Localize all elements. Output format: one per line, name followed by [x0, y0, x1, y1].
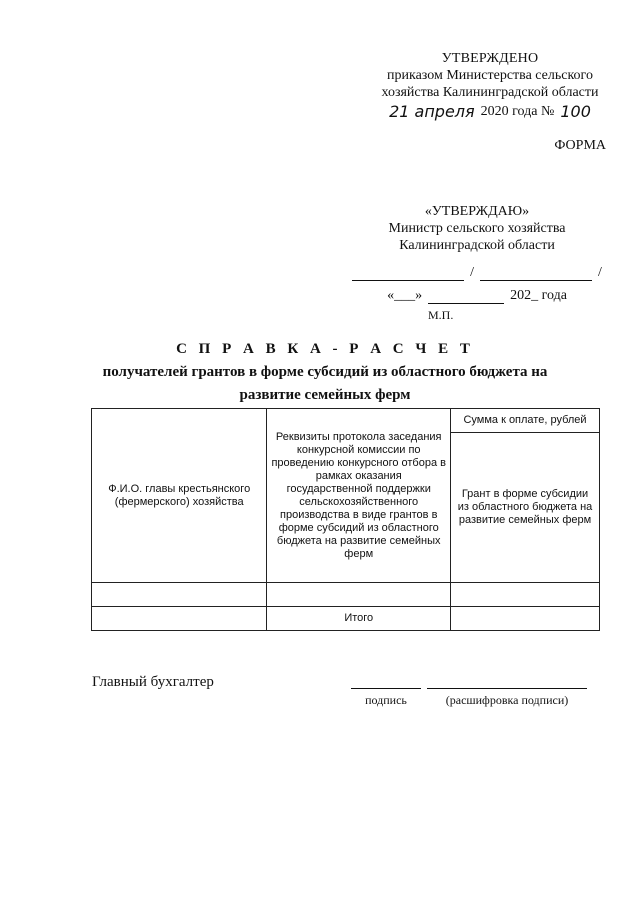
table-total-row: [92, 607, 600, 631]
total-amount-cell: [451, 607, 600, 631]
accountant-name-blank: [427, 680, 587, 689]
header-grant-amount: Грант в форме субсидии из областного бюджета на развитие семейных ферм: [451, 433, 600, 583]
approve-date-line: [352, 287, 602, 304]
cell-protocol: [267, 583, 451, 607]
caption-decode: (расшифровка подписи): [445, 693, 569, 707]
header-amount-group: Сумма к оплате, рублей: [451, 409, 600, 433]
document-title: С П Р А В К А - Р А С Ч Е Т: [176, 341, 474, 357]
header-full-name: Ф.И.О. главы крестьянского (фермерского) хозяйства: [92, 409, 267, 583]
chief-accountant-label: Главный бухгалтер: [92, 674, 214, 690]
grant-calculation-table: [91, 408, 600, 631]
approved-line1: приказом Министерства сельского: [387, 68, 593, 83]
cell-full-name: [92, 583, 267, 607]
approve-line1: Министр сельского хозяйства: [388, 221, 566, 236]
document-subtitle-line1: получателей грантов в форме субсидий из областного бюджета на: [102, 364, 548, 380]
signature-lines: [351, 680, 591, 689]
approved-order-line: [360, 103, 620, 120]
accountant-signature-blank: [351, 680, 421, 689]
stamp-place-label: М.П.: [428, 308, 454, 322]
total-label: Итого: [267, 607, 451, 631]
table-row: [92, 583, 600, 607]
total-empty-cell: [92, 607, 267, 631]
date-month-blank: [428, 289, 504, 304]
form-label: ФОРМА: [554, 138, 606, 153]
date-year: 202_ года: [510, 288, 567, 303]
order-year-text: 2020 года №: [480, 104, 555, 119]
approve-line2: Калининградской области: [399, 238, 555, 253]
signature-end: /: [598, 265, 602, 280]
caption-signature: подпись: [365, 693, 407, 707]
date-day: «___»: [387, 288, 423, 303]
header-protocol-details: Реквизиты протокола заседания конкурсной комиссии по проведению конкурсного отбора в рамках оказания государственной поддержки сельскохозяйственного производства в виде грантов в форме субсидий из областного бюджета на развитие семейных ферм: [267, 409, 451, 583]
approve-block: [352, 203, 602, 304]
approval-stamp-block: [360, 50, 620, 120]
document-title-block: [90, 341, 560, 404]
name-blank: [480, 266, 592, 281]
handwritten-date: 21 апреля: [389, 102, 475, 121]
document-subtitle-line2: развитие семейных ферм: [239, 387, 411, 403]
accountant-signature-block: [351, 680, 591, 708]
approved-line2: хозяйства Калининградской области: [381, 85, 599, 100]
handwritten-order-number: 100: [560, 102, 591, 121]
approved-title: УТВЕРЖДЕНО: [441, 51, 539, 66]
cell-amount: [451, 583, 600, 607]
signature-separator: /: [470, 265, 474, 280]
minister-signature-line: [352, 264, 602, 281]
approve-title: «УТВЕРЖДАЮ»: [424, 204, 530, 219]
signature-captions: [351, 693, 591, 708]
signature-blank: [352, 266, 464, 281]
